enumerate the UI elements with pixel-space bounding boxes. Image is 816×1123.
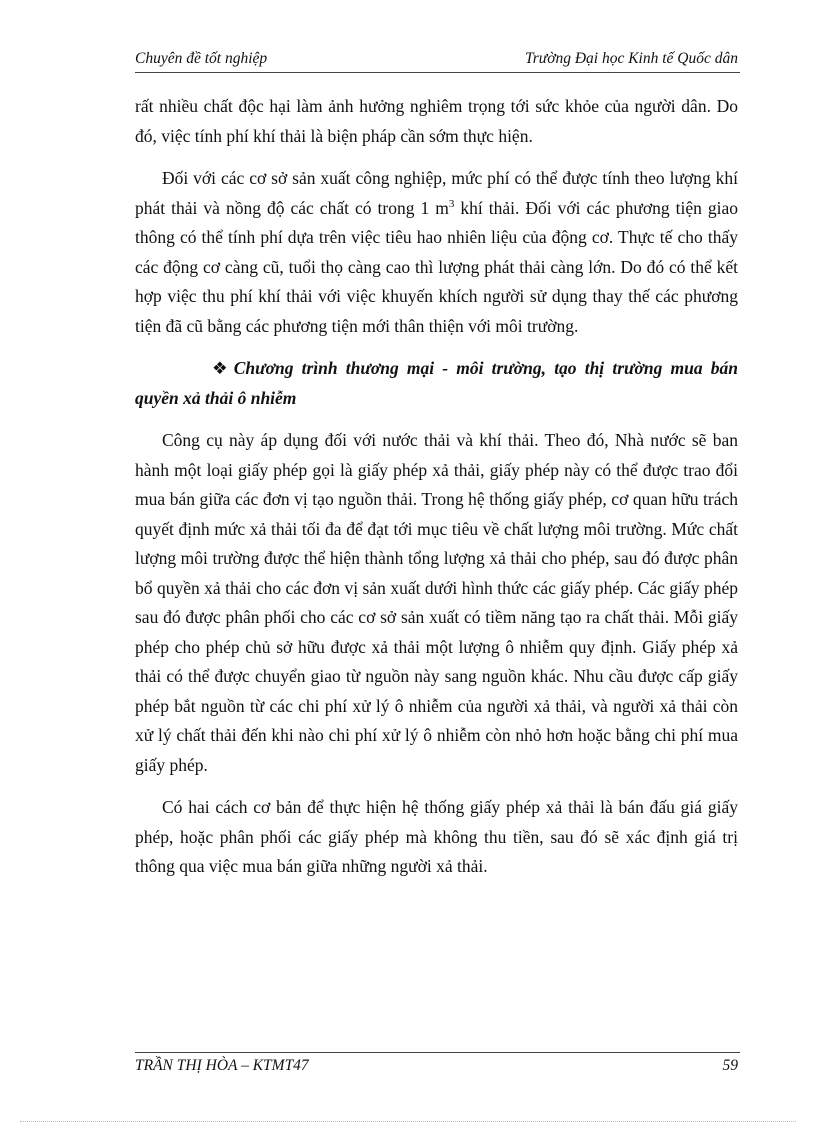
body-text bbox=[135, 92, 738, 882]
page-number: 59 bbox=[722, 1057, 738, 1074]
section-heading bbox=[135, 354, 738, 413]
header-thesis-title: Chuyên đề tốt nghiệp bbox=[135, 50, 268, 67]
superscript-3: 3 bbox=[448, 197, 455, 210]
diamond-bullet-icon: ❖ bbox=[212, 358, 228, 378]
page-edge-divider bbox=[20, 1121, 796, 1122]
paragraph-3: Công cụ này áp dụng đối với nước thải và khí thải. Theo đó, Nhà nước sẽ ban hành một loại giấy phép gọi là giấy phép xả thải, giấy phép này có thể được trao đổi mua bán giữa các đơn vị tạo nguồn thải. Trong hệ thống giấy phép, cơ quan hữu trách quyết định mức xả thải tối đa để đạt tới mục tiêu về chất lượng môi trường. Mức chất lượng môi trường được thể hiện thành tổng lượng xả thải cho phép, sau đó được phân bổ quyền xả thải cho các đơn vị sản xuất dưới hình thức các giấy phép. Các giấy phép sau đó được phân phối cho các cơ sở sản xuất có tiềm năng tạo ra chất thải. Mỗi giấy phép cho phép chủ sở hữu được xả thải một lượng ô nhiễm quy định. Giấy phép xả thải có thể được chuyển giao từ nguồn này sang nguồn khác. Nhu cầu được cấp giấy phép bắt nguồn từ các chi phí xử lý ô nhiễm của người xả thải, và người xả thải còn xử lý chất thải đến khi nào chi phí xử lý ô nhiễm còn nhỏ hơn hoặc bằng chi phí mua giấy phép. bbox=[135, 430, 738, 775]
paragraph-1: rất nhiều chất độc hại làm ảnh hưởng nghiêm trọng tới sức khỏe của người dân. Do đó, việc tính phí khí thải là biện pháp cần sớm thực hiện. bbox=[135, 96, 738, 146]
footer-author: TRẦN THỊ HÒA – KTMT47 bbox=[135, 1057, 309, 1074]
section-heading-text: Chương trình thương mại - môi trường, tạo thị trường mua bán quyền xả thải ô nhiễm bbox=[135, 358, 738, 408]
header-university-name: Trường Đại học Kinh tế Quốc dân bbox=[524, 50, 738, 67]
paragraph-2-part-1: Đối với các cơ sở sản xuất công nghiệp, mức phí có thể được tính theo lượng khí phát thải và nồng độ các chất có trong 1 m bbox=[135, 168, 738, 218]
paragraph-2-part-2: khí thải. Đối với các phương tiện giao thông có thể tính phí dựa trên việc tiêu hao nhiên liệu của động cơ. Thực tế cho thấy các động cơ càng cũ, tuổi thọ càng cao thì lượng phát thải càng lớn. Do đó có thể kết hợp việc thu phí khí thải với việc khuyến khích người sử dụng thay thế các phương tiện đã cũ bằng các phương tiện mới thân thiện với môi trường. bbox=[135, 197, 738, 336]
page-header bbox=[135, 46, 740, 73]
page-footer bbox=[135, 1052, 740, 1079]
paragraph-4: Có hai cách cơ bản để thực hiện hệ thống giấy phép xả thải là bán đấu giá giấy phép, hoặc phân phối các giấy phép mà không thu tiền, sau đó sẽ xác định giá trị thông qua việc mua bán giữa những người xả thải. bbox=[135, 797, 738, 876]
paragraph-2 bbox=[135, 164, 738, 341]
